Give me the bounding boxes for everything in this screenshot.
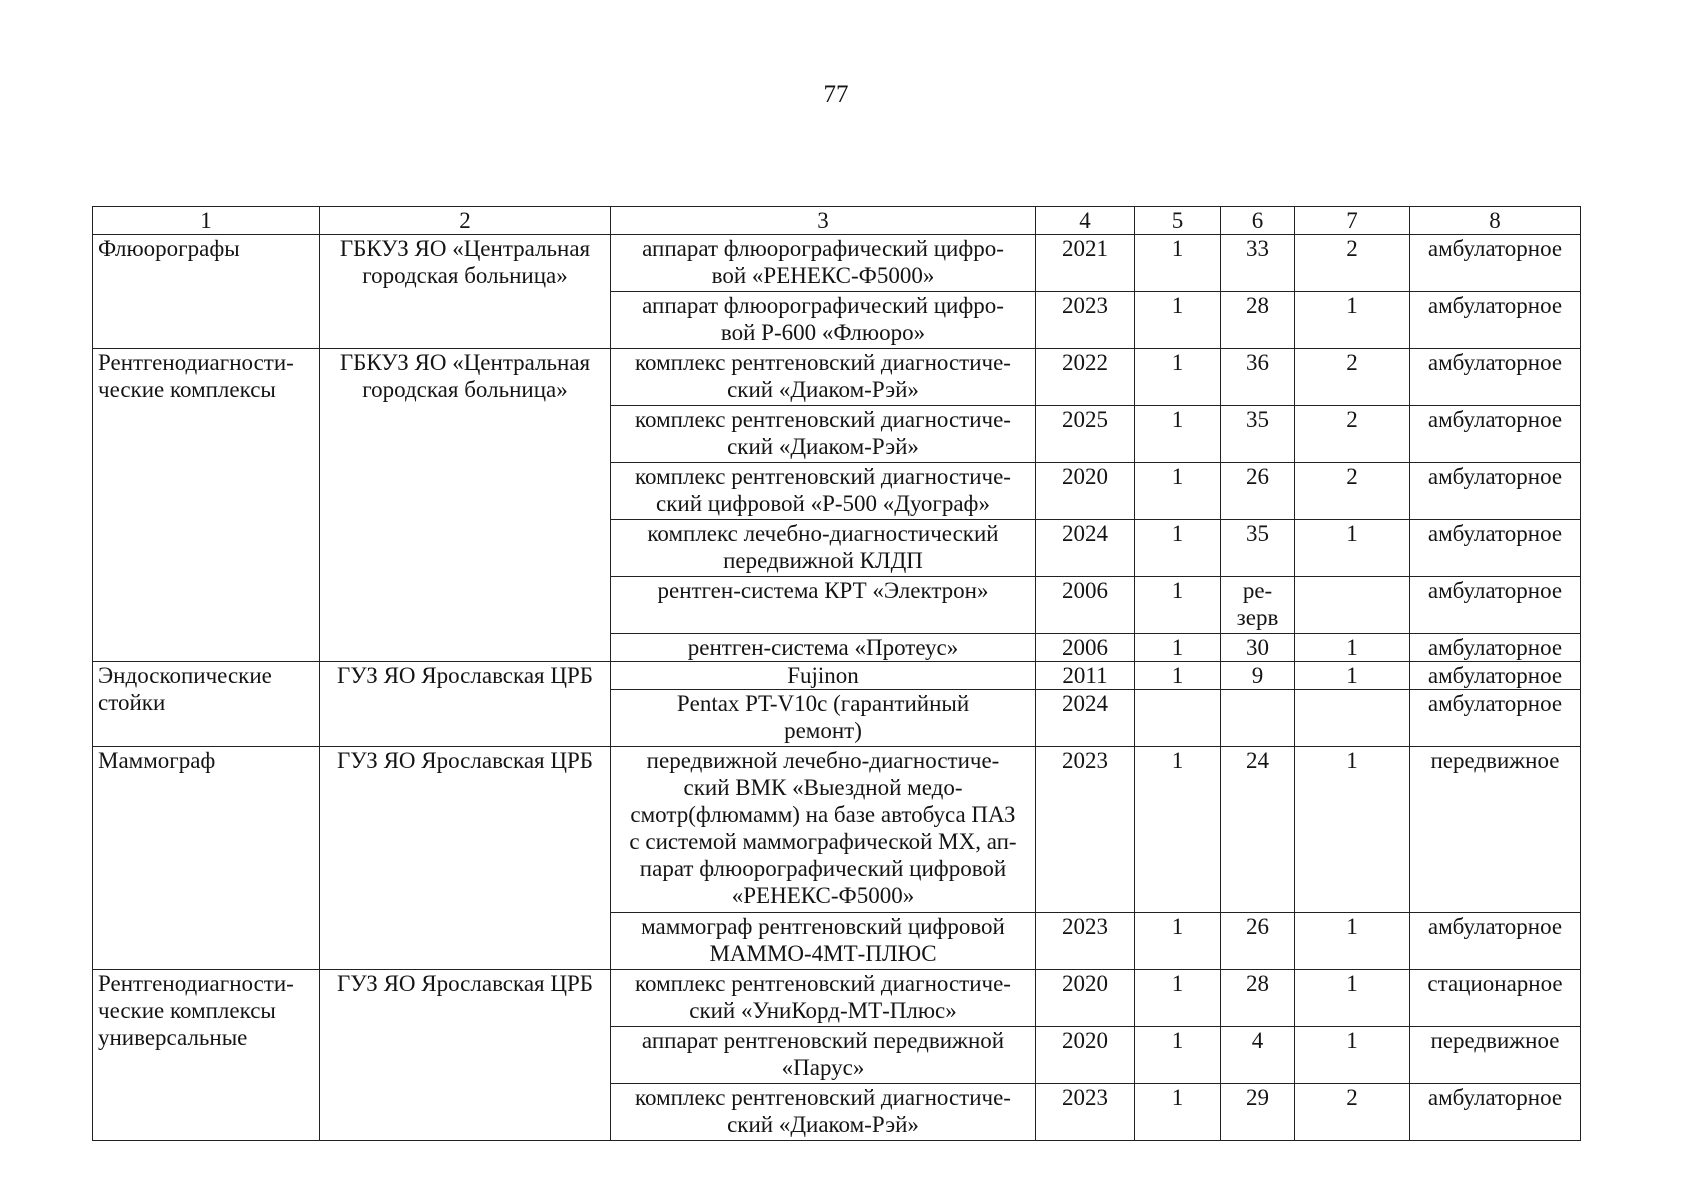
- col6-cell: 28: [1221, 292, 1295, 349]
- page-number: 77: [823, 81, 849, 108]
- col7-cell: 1: [1295, 747, 1410, 913]
- equipment-cell: Pentax PT-V10c (гарантийный ремонт): [611, 690, 1036, 747]
- col5-cell: 1: [1135, 913, 1221, 970]
- col7-cell: 2: [1295, 235, 1410, 292]
- year-cell: 2024: [1036, 690, 1135, 747]
- col5-cell: 1: [1135, 634, 1221, 662]
- year-cell: 2020: [1036, 1027, 1135, 1084]
- col5-cell: 1: [1135, 747, 1221, 913]
- col8-cell: амбулаторное: [1410, 577, 1581, 634]
- col8-cell: амбулаторное: [1410, 292, 1581, 349]
- col7-cell: 1: [1295, 913, 1410, 970]
- col7-cell: 1: [1295, 970, 1410, 1027]
- organization-cell: ГУЗ ЯО Ярославская ЦРБ: [320, 747, 611, 970]
- col5-cell: 1: [1135, 520, 1221, 577]
- category-cell: Маммограф: [93, 747, 320, 970]
- col6-cell: 35: [1221, 406, 1295, 463]
- year-cell: 2023: [1036, 913, 1135, 970]
- col8-cell: амбулаторное: [1410, 463, 1581, 520]
- col8-cell: стационарное: [1410, 970, 1581, 1027]
- col8-cell: передвижное: [1410, 747, 1581, 913]
- col8-cell: амбулаторное: [1410, 913, 1581, 970]
- col5-cell: 1: [1135, 406, 1221, 463]
- table-row: [93, 747, 1581, 913]
- col7-cell: 1: [1295, 292, 1410, 349]
- col6-cell: 35: [1221, 520, 1295, 577]
- equipment-cell: комплекс рентгеновский диагностиче- ский «УниКорд-МТ-Плюс»: [611, 970, 1036, 1027]
- equipment-table: [92, 206, 1581, 1141]
- col5-cell: 1: [1135, 349, 1221, 406]
- organization-cell: ГУЗ ЯО Ярославская ЦРБ: [320, 662, 611, 747]
- col5-cell: 1: [1135, 463, 1221, 520]
- col6-cell: 29: [1221, 1084, 1295, 1141]
- col5-cell: 1: [1135, 577, 1221, 634]
- category-cell: Флюорографы: [93, 235, 320, 349]
- col5-cell: 1: [1135, 970, 1221, 1027]
- col6-cell: 26: [1221, 463, 1295, 520]
- equipment-cell: маммограф рентгеновский цифровой МАММО-4МТ-ПЛЮС: [611, 913, 1036, 970]
- col7-cell: 1: [1295, 662, 1410, 690]
- column-header-7: 7: [1295, 207, 1410, 235]
- table-row: [93, 970, 1581, 1027]
- category-cell: Эндоскопические стойки: [93, 662, 320, 747]
- col7-cell: 1: [1295, 520, 1410, 577]
- column-header-2: 2: [320, 207, 611, 235]
- col8-cell: амбулаторное: [1410, 1084, 1581, 1141]
- year-cell: 2006: [1036, 634, 1135, 662]
- col7-cell: [1295, 690, 1410, 747]
- col5-cell: 1: [1135, 235, 1221, 292]
- col6-cell: 26: [1221, 913, 1295, 970]
- col6-cell: 33: [1221, 235, 1295, 292]
- col7-cell: 2: [1295, 1084, 1410, 1141]
- table-row: [93, 349, 1581, 406]
- equipment-cell: аппарат флюорографический цифро- вой «РЕНЕКС-Ф5000»: [611, 235, 1036, 292]
- column-header-5: 5: [1135, 207, 1221, 235]
- equipment-cell: рентген-система КРТ «Электрон»: [611, 577, 1036, 634]
- year-cell: 2025: [1036, 406, 1135, 463]
- col7-cell: 2: [1295, 406, 1410, 463]
- organization-cell: ГУЗ ЯО Ярославская ЦРБ: [320, 970, 611, 1141]
- year-cell: 2020: [1036, 463, 1135, 520]
- category-cell: Рентгенодиагности- ческие комплексы универсальные: [93, 970, 320, 1141]
- equipment-cell: комплекс лечебно-диагностический передвижной КЛДП: [611, 520, 1036, 577]
- equipment-cell: комплекс рентгеновский диагностиче- ский цифровой «Р-500 «Дуограф»: [611, 463, 1036, 520]
- col7-cell: 1: [1295, 1027, 1410, 1084]
- column-header-8: 8: [1410, 207, 1581, 235]
- col8-cell: амбулаторное: [1410, 634, 1581, 662]
- column-header-6: 6: [1221, 207, 1295, 235]
- col6-cell: ре- зерв: [1221, 577, 1295, 634]
- category-cell: Рентгенодиагности- ческие комплексы: [93, 349, 320, 662]
- col7-cell: 2: [1295, 349, 1410, 406]
- equipment-cell: комплекс рентгеновский диагностиче- ский «Диаком-Рэй»: [611, 349, 1036, 406]
- col6-cell: 9: [1221, 662, 1295, 690]
- year-cell: 2011: [1036, 662, 1135, 690]
- col8-cell: амбулаторное: [1410, 662, 1581, 690]
- col8-cell: передвижное: [1410, 1027, 1581, 1084]
- col6-cell: 4: [1221, 1027, 1295, 1084]
- equipment-cell: аппарат рентгеновский передвижной «Парус»: [611, 1027, 1036, 1084]
- col5-cell: 1: [1135, 292, 1221, 349]
- year-cell: 2006: [1036, 577, 1135, 634]
- year-cell: 2024: [1036, 520, 1135, 577]
- col7-cell: 1: [1295, 634, 1410, 662]
- col6-cell: [1221, 690, 1295, 747]
- equipment-cell: комплекс рентгеновский диагностиче- ский «Диаком-Рэй»: [611, 1084, 1036, 1141]
- year-cell: 2023: [1036, 1084, 1135, 1141]
- col8-cell: амбулаторное: [1410, 520, 1581, 577]
- col8-cell: амбулаторное: [1410, 406, 1581, 463]
- col5-cell: 1: [1135, 662, 1221, 690]
- col7-cell: [1295, 577, 1410, 634]
- col6-cell: 24: [1221, 747, 1295, 913]
- year-cell: 2023: [1036, 747, 1135, 913]
- col7-cell: 2: [1295, 463, 1410, 520]
- table-row: [93, 662, 1581, 690]
- col8-cell: амбулаторное: [1410, 235, 1581, 292]
- col8-cell: амбулаторное: [1410, 349, 1581, 406]
- col8-cell: амбулаторное: [1410, 690, 1581, 747]
- column-header-1: 1: [93, 207, 320, 235]
- year-cell: 2021: [1036, 235, 1135, 292]
- table-row: [93, 235, 1581, 292]
- column-header-3: 3: [611, 207, 1036, 235]
- col6-cell: 30: [1221, 634, 1295, 662]
- col5-cell: 1: [1135, 1084, 1221, 1141]
- header-row: [93, 207, 1581, 235]
- year-cell: 2023: [1036, 292, 1135, 349]
- equipment-cell: аппарат флюорографический цифро- вой Р-600 «Флюоро»: [611, 292, 1036, 349]
- organization-cell: ГБКУЗ ЯО «Центральная городская больница»: [320, 235, 611, 349]
- column-header-4: 4: [1036, 207, 1135, 235]
- col5-cell: 1: [1135, 1027, 1221, 1084]
- year-cell: 2020: [1036, 970, 1135, 1027]
- year-cell: 2022: [1036, 349, 1135, 406]
- equipment-cell: передвижной лечебно-диагностиче- ский ВМК «Выездной медо- смотр(флюмамм) на базе автобуса ПАЗ с системой маммографической МХ, ап- парат флюорографический цифровой «РЕНЕКС-Ф5000»: [611, 747, 1036, 913]
- col6-cell: 28: [1221, 970, 1295, 1027]
- organization-cell: ГБКУЗ ЯО «Центральная городская больница»: [320, 349, 611, 662]
- equipment-cell: комплекс рентгеновский диагностиче- ский «Диаком-Рэй»: [611, 406, 1036, 463]
- equipment-cell: рентген-система «Протеус»: [611, 634, 1036, 662]
- col6-cell: 36: [1221, 349, 1295, 406]
- col5-cell: [1135, 690, 1221, 747]
- equipment-cell: Fujinon: [611, 662, 1036, 690]
